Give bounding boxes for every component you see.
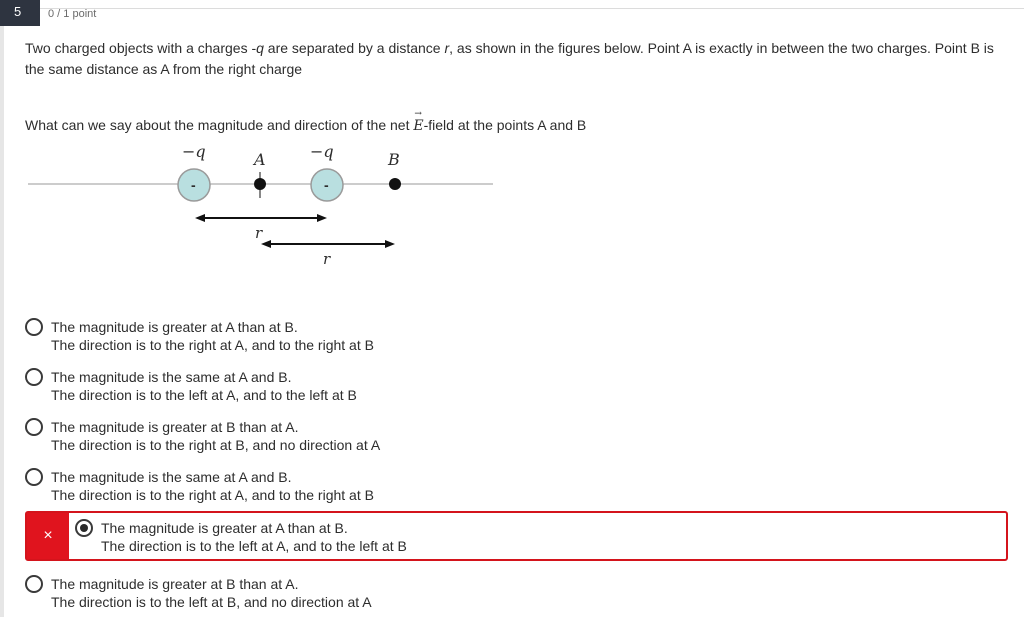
option-label: The magnitude is greater at B than at A. The direction is to the left at B, and no direction at A [51, 576, 372, 610]
prompt-q: q [256, 40, 264, 56]
left-border [0, 0, 4, 617]
distance-label-2: r [323, 250, 331, 268]
question-ask [25, 109, 587, 134]
question-prompt [25, 38, 1010, 80]
option-label: The magnitude is the same at A and B. The direction is to the left at A, and to the left at B [51, 369, 357, 403]
radio-button-selected[interactable] [75, 519, 93, 537]
header-divider [40, 8, 1024, 9]
radio-button[interactable] [25, 368, 43, 386]
question-number: 5 [0, 0, 40, 26]
radio-button[interactable] [25, 418, 43, 436]
distance-label-1: r [255, 224, 263, 242]
arrowhead [195, 214, 205, 222]
charge-right-sign: - [324, 177, 329, 193]
prompt-text: are separated by a distance [263, 40, 445, 56]
option-label: The magnitude is greater at A than at B. The direction is to the right at A, and to the right at B [51, 319, 374, 353]
ask-text: What can we say about the magnitude and direction of the net [25, 117, 414, 133]
radio-button[interactable] [25, 468, 43, 486]
radio-button[interactable] [25, 318, 43, 336]
option-label: The magnitude is greater at B than at A. The direction is to the right at B, and no direction at A [51, 419, 381, 453]
prompt-r: r [444, 40, 450, 56]
arrowhead [385, 240, 395, 248]
arrowhead [317, 214, 327, 222]
prompt-text: Two charged objects with a charges - [25, 40, 257, 56]
efield-symbol: → E [413, 109, 424, 134]
charge-left-sign: - [191, 177, 196, 193]
point-a-label: A [254, 150, 266, 169]
prompt-text: , as shown in the figures below. Point A is exactly in between the two charges. Point B is the same distance as A from the right charge [25, 40, 994, 77]
points-score: 0 / 1 point [48, 8, 97, 20]
arrowhead [261, 240, 271, 248]
charges-figure [0, 138, 520, 273]
radio-button[interactable] [25, 575, 43, 593]
selected-incorrect-answer[interactable] [25, 511, 1008, 561]
point-b-label: B [388, 150, 400, 169]
charge-right-label: −q [310, 142, 334, 161]
option-label: The magnitude is the same at A and B. The direction is to the right at A, and to the right at B [51, 469, 374, 503]
point-b [389, 178, 401, 190]
incorrect-icon: × [27, 513, 69, 559]
charge-left-label: −q [182, 142, 206, 161]
option-label: The magnitude is greater at A than at B. The direction is to the left at A, and to the left at B [101, 520, 407, 554]
ask-text: -field at the points A and B [423, 117, 587, 133]
